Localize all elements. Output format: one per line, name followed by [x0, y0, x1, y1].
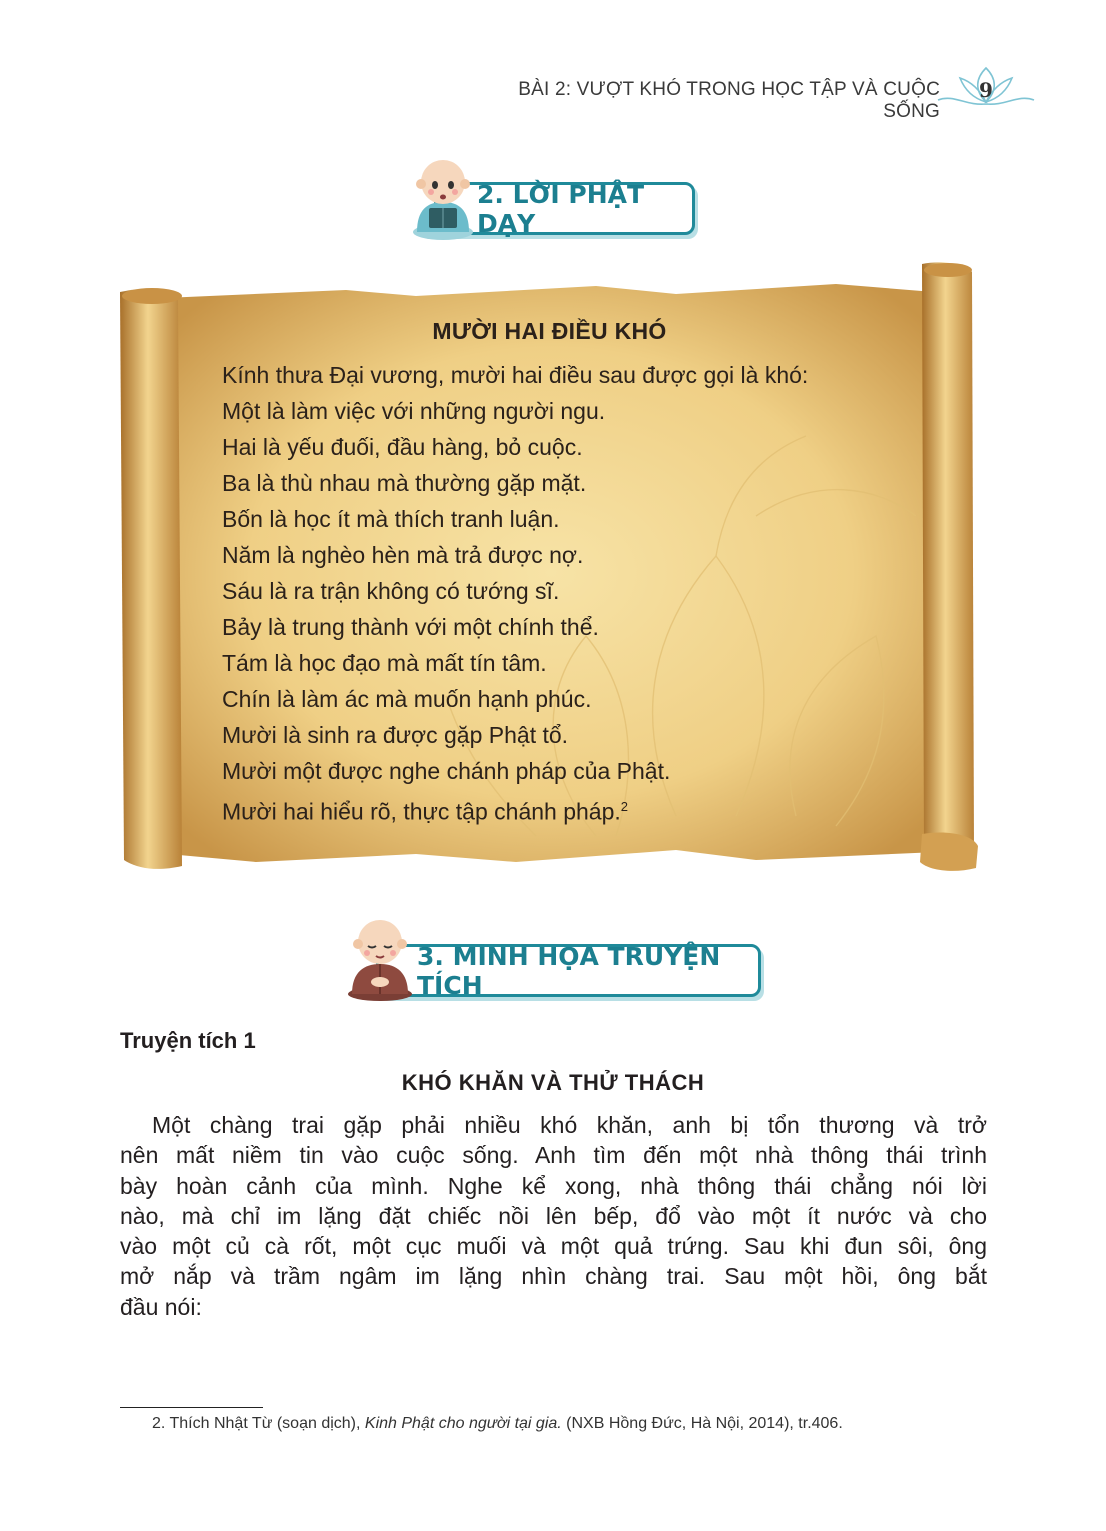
- footnote: [152, 1415, 843, 1433]
- story-line: nên mất niềm tin vào cuộc sống. Anh tìm đến một nhà thông thái trình: [120, 1142, 987, 1169]
- scroll-line: Một là làm việc với những người ngu.: [222, 398, 606, 424]
- story-line: bày hoàn cảnh của mình. Nghe kể xong, nhà thông thái chẳng nói lời: [120, 1172, 987, 1199]
- story-label: Truyện tích 1: [120, 1028, 256, 1053]
- scroll-line: Hai là yếu đuối, đầu hàng, bỏ cuộc.: [222, 434, 583, 460]
- monk-meditating-icon: [340, 912, 420, 1002]
- footnote-author: 2. Thích Nhật Từ (soạn dịch),: [152, 1415, 365, 1432]
- story-line: mở nắp và trầm ngâm im lặng nhìn chàng trai. Sau một hồi, ông bắt: [120, 1263, 987, 1290]
- section-heading-text: 3. MINH HỌA TRUYỆN TÍCH: [417, 941, 721, 1000]
- page-number: 9: [979, 78, 993, 102]
- footnote-ref[interactable]: 2: [620, 799, 629, 814]
- section-heading-minh-hoa-truyen-tich: [376, 941, 761, 1000]
- scroll-title: MƯỜI HAI ĐIỀU KHÓ: [432, 318, 667, 344]
- story-body: [120, 1110, 987, 1322]
- story-line: đầu nói:: [120, 1293, 202, 1320]
- story-line: Một chàng trai gặp phải nhiều khó khăn, anh bị tổn thương và trở: [152, 1112, 987, 1138]
- scroll-line: Mười là sinh ra được gặp Phật tổ.: [222, 722, 569, 748]
- scroll-line-last: [222, 789, 942, 830]
- scroll-line: Sáu là ra trận không có tướng sĩ.: [222, 578, 560, 604]
- running-header: BÀI 2: VƯỢT KHÓ TRONG HỌC TẬP VÀ CUỘC SỐNG: [518, 79, 940, 122]
- scroll-line: Kính thưa Đại vương, mười hai điều sau được gọi là khó:: [222, 362, 809, 388]
- scroll-line: Mười một được nghe chánh pháp của Phật.: [222, 758, 671, 784]
- story-line: vào một củ cà rốt, một cục muối và một quả trứng. Sau khi đun sôi, ông: [120, 1233, 987, 1260]
- scroll-line: Năm là nghèo hèn mà trả được nợ.: [222, 542, 584, 568]
- scroll-line: Tám là học đạo mà mất tín tâm.: [222, 650, 547, 676]
- section-heading-text: 2. LỜI PHẬT DẠY: [477, 179, 645, 238]
- story-line: nào, mà chỉ im lặng đặt chiếc nồi lên bếp, đổ vào một ít nước và cho: [120, 1202, 987, 1229]
- scroll-line: Ba là thù nhau mà thường gặp mặt.: [222, 470, 587, 496]
- story-title: KHÓ KHĂN VÀ THỬ THÁCH: [401, 1070, 705, 1095]
- scroll-line: Chín là làm ác mà muốn hạnh phúc.: [222, 686, 592, 712]
- scroll-line: Bốn là học ít mà thích tranh luận.: [222, 506, 560, 532]
- scroll-line-text: Mười hai hiểu rõ, thực tập chánh pháp.: [222, 798, 621, 825]
- scroll-line: Bảy là trung thành với một chính thể.: [222, 614, 599, 640]
- monk-reading-icon: [403, 152, 483, 242]
- scroll-content: [222, 318, 942, 830]
- footnote-publisher: (NXB Hồng Đức, Hà Nội, 2014), tr.406.: [561, 1415, 843, 1432]
- footnote-book-title: Kinh Phật cho người tại gia.: [364, 1415, 562, 1432]
- footnote-divider: [120, 1407, 263, 1408]
